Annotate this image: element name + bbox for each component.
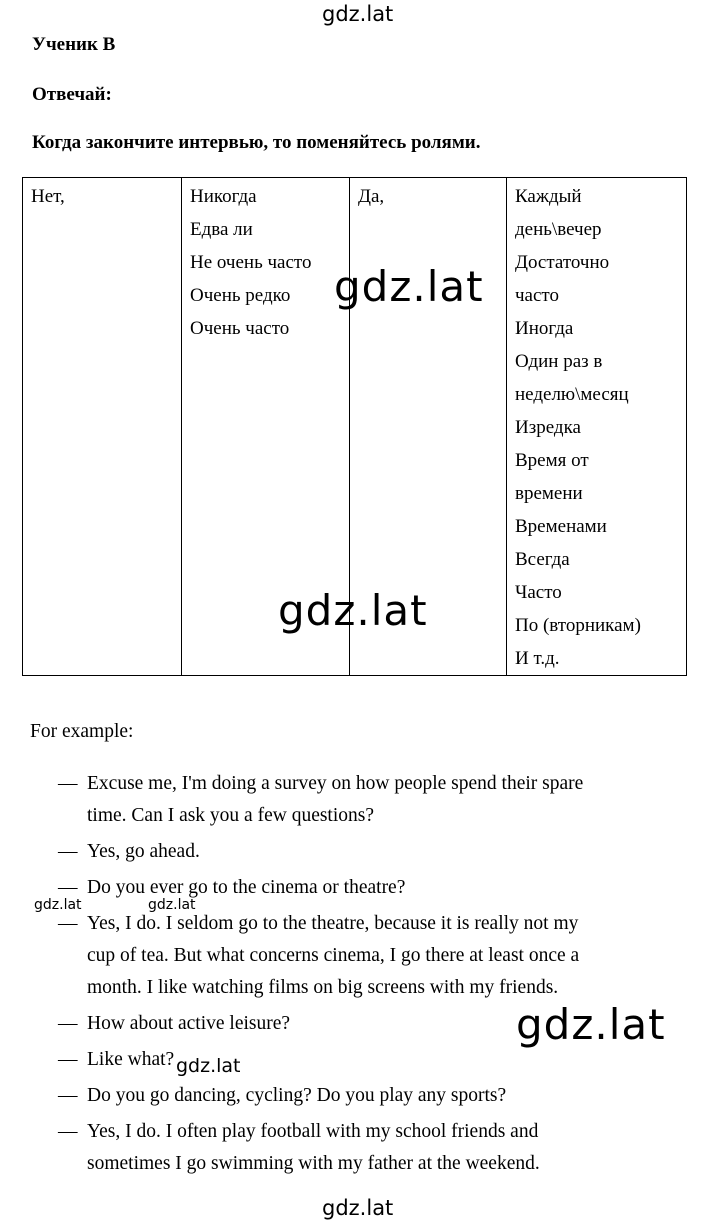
table-cell-line: Всегда	[515, 549, 570, 570]
table-cell-line: Часто	[515, 582, 562, 603]
dialogue-dash: —	[58, 841, 78, 862]
dialogue-line: Yes, I do. I often play football with my school friends and	[87, 1121, 539, 1142]
table-cell-no	[23, 178, 182, 676]
watermark-large-1: gdz.lat	[334, 262, 484, 311]
table-cell-line: Иногда	[515, 318, 574, 339]
watermark-top: gdz.lat	[322, 2, 394, 26]
answer-heading: Отвечай:	[32, 84, 112, 105]
dialogue-line: How about active leisure?	[87, 1013, 291, 1034]
dialogue-dash: —	[58, 1013, 78, 1034]
dialogue-line: Do you ever go to the cinema or theatre?	[87, 877, 406, 898]
watermark-mid: gdz.lat	[176, 1055, 241, 1077]
table-cell-line: Никогда	[190, 186, 257, 207]
dialogue-section	[30, 716, 690, 1184]
dialogue-turn	[30, 1116, 690, 1180]
student-heading: Ученик В	[32, 34, 116, 55]
table-cell-line: день\вечер	[515, 219, 602, 240]
dialogue-line: Like what?	[87, 1049, 175, 1070]
dialogue-line: time. Can I ask you a few questions?	[87, 805, 375, 826]
table-cell-line: неделю\месяц	[515, 384, 629, 405]
dialogue-dash: —	[58, 877, 78, 898]
dialogue-line: month. I like watching films on big screens with my friends.	[87, 977, 559, 998]
watermark-small-1: gdz.lat	[34, 897, 82, 913]
dialogue-dash: —	[58, 773, 78, 794]
table-cell-line: Временами	[515, 516, 607, 537]
watermark-bottom: gdz.lat	[322, 1196, 394, 1220]
watermark-small-2: gdz.lat	[148, 897, 196, 913]
table-cell-line: Изредка	[515, 417, 581, 438]
dialogue-dash: —	[58, 1121, 78, 1142]
table-cell-line: Каждый	[515, 186, 582, 207]
table-cell-line: Один раз в	[515, 351, 603, 372]
dialogue-line: Do you go dancing, cycling? Do you play any sports?	[87, 1085, 507, 1106]
dialogue-line: Yes, go ahead.	[87, 841, 200, 862]
dialogue-line: Yes, I do. I seldom go to the theatre, because it is really not my	[87, 913, 579, 934]
example-label: For example:	[30, 721, 134, 742]
watermark-large-3: gdz.lat	[516, 1000, 666, 1049]
dialogue-line: cup of tea. But what concerns cinema, I go there at least once a	[87, 945, 580, 966]
table-cell-line: И т.д.	[515, 648, 560, 669]
table-cell-line: Не очень часто	[190, 252, 312, 273]
table-cell-line: Очень редко	[190, 285, 291, 306]
table-cell-frequency-list	[507, 178, 687, 676]
dialogue-turns	[30, 768, 690, 1180]
dialogue-turn	[30, 1080, 690, 1112]
table-cell-line: Достаточно	[515, 252, 610, 273]
table-cell-line: По (вторникам)	[515, 615, 641, 636]
table-cell-line: Едва ли	[190, 219, 253, 240]
dialogue-line: Excuse me, I'm doing a survey on how people spend their spare	[87, 773, 584, 794]
dialogue-dash: —	[58, 1049, 78, 1070]
dialogue-turn	[30, 908, 690, 1004]
table-cell-line: Нет,	[31, 186, 65, 207]
dialogue-turn	[30, 768, 690, 832]
dialogue-dash: —	[58, 1085, 78, 1106]
dialogue-line: sometimes I go swimming with my father at the weekend.	[87, 1153, 540, 1174]
dialogue-dash: —	[58, 913, 78, 934]
table-cell-line: Да,	[358, 186, 385, 207]
table-cell-line: Время от	[515, 450, 589, 471]
table-cell-line: Очень часто	[190, 318, 290, 339]
instruction-heading: Когда закончите интервью, то поменяйтесь ролями.	[32, 132, 481, 153]
table-cell-line: времени	[515, 483, 583, 504]
watermark-large-2: gdz.lat	[278, 586, 428, 635]
dialogue-turn	[30, 872, 690, 904]
dialogue-turn	[30, 836, 690, 868]
table-cell-line: часто	[515, 285, 559, 306]
